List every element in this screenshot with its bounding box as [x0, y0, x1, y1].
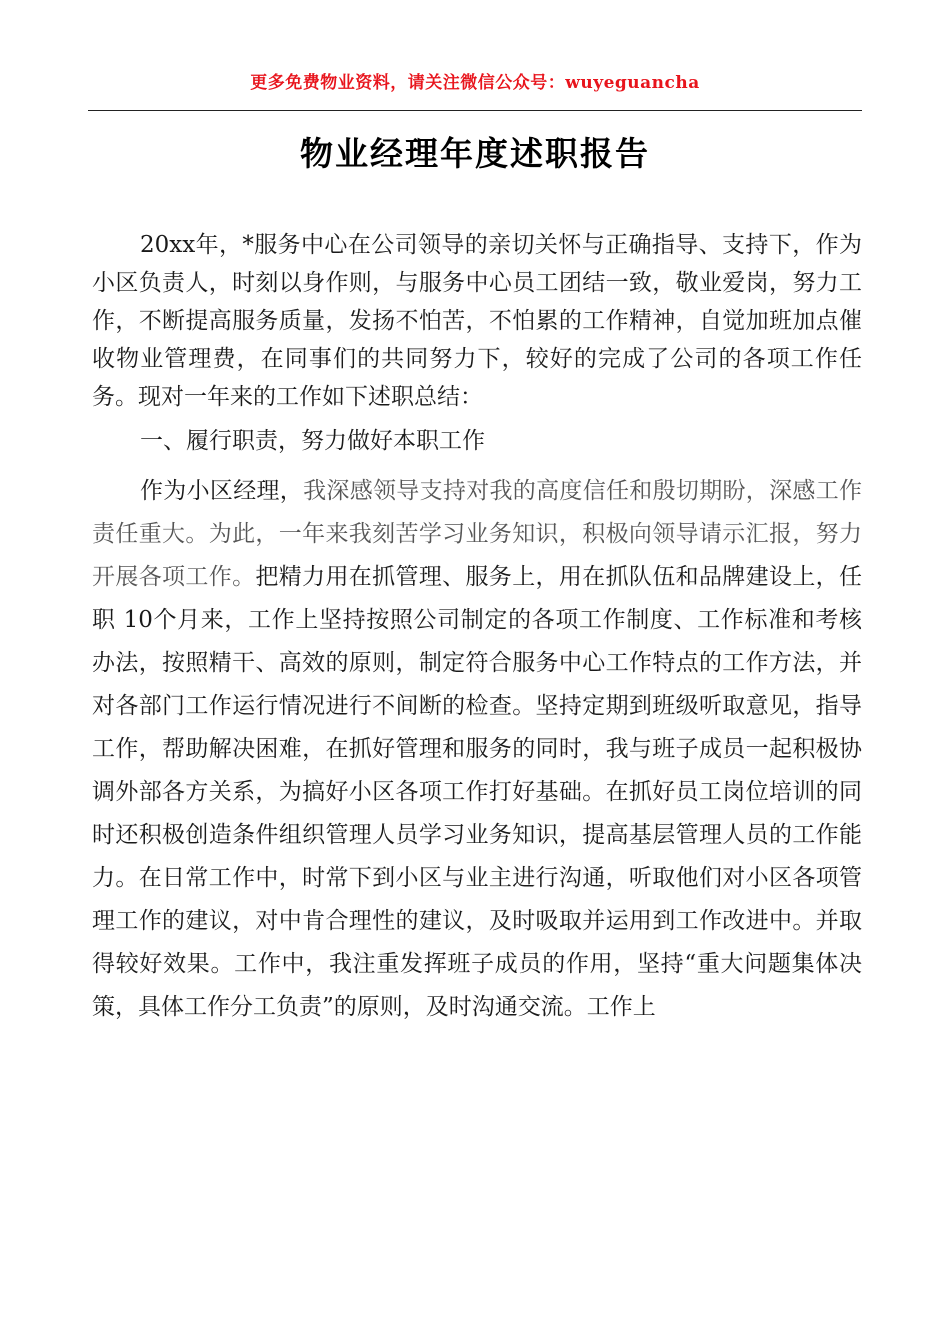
- document-title: 物业经理年度述职报告: [300, 134, 650, 173]
- paragraph-segment: 作为小区经理，: [140, 478, 304, 504]
- intro-paragraph: 20xx年，*服务中心在公司领导的亲切关怀与正确指导、支持下，作为小区负责人，时刻以身作则，与服务中心员工团结一致，敬业爱岗，努力工作，不断提高服务质量，发扬不怕苦，不怕累的工作精神，自觉加班加点催收物业管理费，在同事们的共同努力下，较好的完成了公司的各项工作任务。现对一年来的工作如下述职总结：: [92, 232, 862, 410]
- paragraph-segment: 把精力用在抓管理、服务上，用在抓队伍和品牌建设上，任职 10个月来，工作上坚持按照公司制定的各项工作制度、工作标准和考核办法，按照精干、高效的原则，制定符合服务中心工作特点的工作方法，并对各部门工作运行情况进行不间断的检查。坚持定期到班级听取意见，指导工作，帮助解决困难，在抓好管理和服务的同时，我与班子成员一起积极协调外部各方关系，为搞好小区各项工作打好基础。在抓好员工岗位培训的同时还积极创造条件组织管理人员学习业务知识，提高基层管理人员的工作能力。在日常工作中，时常下到小区与业主进行沟通，听取他们对小区各项管理工作的建议，对中肯合理性的建议，及时吸取并运用到工作改进中。并取得较好效果。工作中，我注重发挥班子成员的作用，坚持“重大问题集体决策，具体工作分工负责”的原则，及时沟通交流。工作上: [92, 564, 862, 1020]
- section-heading-1: 一、履行职责，努力做好本职工作: [140, 428, 485, 454]
- paragraph-segment-muted: 我深感领导支持对我的高度信任和殷切期盼，深感工作责任重大。为此，一年来我刻苦学习业务知识，积极向领导请示汇报，努力开展各项工作。: [92, 478, 863, 590]
- section-1-paragraph: [92, 470, 862, 1029]
- header-divider: [88, 110, 862, 111]
- header-banner: 更多免费物业资料，请关注微信公众号：wuyeguancha: [250, 73, 700, 93]
